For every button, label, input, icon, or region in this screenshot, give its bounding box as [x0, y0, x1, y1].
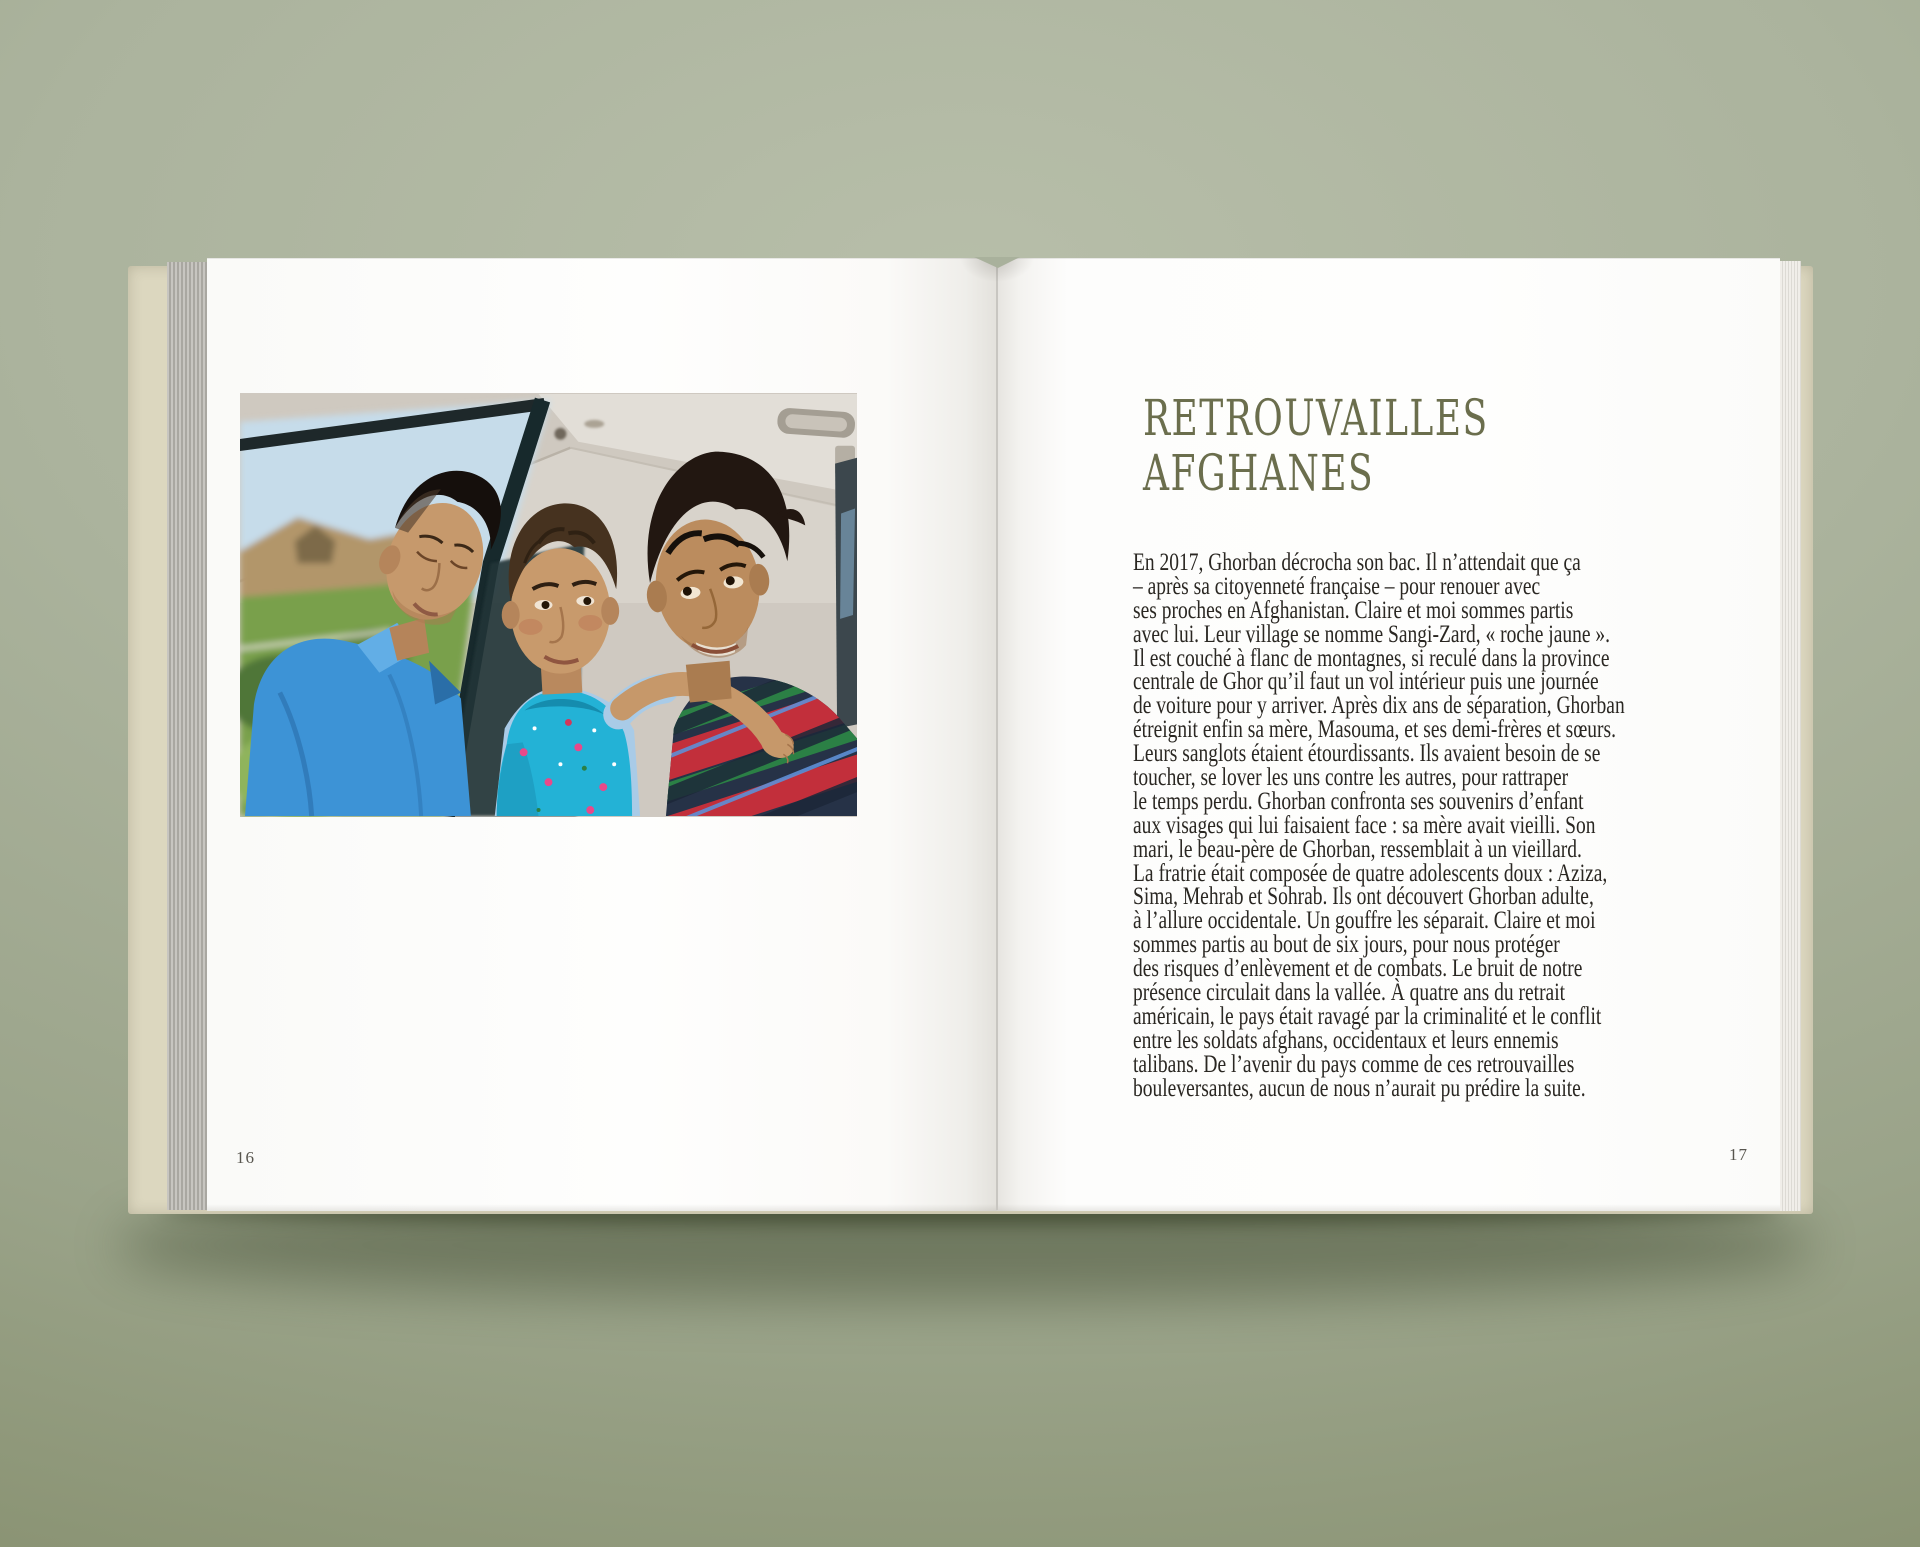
body-line: de voiture pour y arriver. Après dix ans de séparation, Ghorban: [1133, 692, 1625, 720]
body-line: des risques d’enlèvement et de combats. Le bruit de notre: [1133, 955, 1583, 983]
body-line: sommes partis au bout de six jours, pour nous protéger: [1133, 931, 1560, 959]
gutter-crease: [996, 258, 998, 1210]
body-line: En 2017, Ghorban décrocha son bac. Il n’attendait que ça: [1133, 549, 1581, 576]
page-number-left: 16: [236, 1148, 255, 1167]
body-line: toucher, se lover les uns contre les autres, pour rattraper: [1133, 764, 1569, 792]
body-line: avec lui. Leur village se nomme Sangi-Zard, « roche jaune ».: [1133, 620, 1611, 648]
photo-illustration: [240, 393, 857, 817]
body-line: ses proches en Afghanistan. Claire et moi sommes partis: [1133, 596, 1574, 624]
body-paragraph: [1133, 551, 1763, 1100]
body-line: américain, le pays était ravagé par la criminalité et le conflit: [1133, 1002, 1602, 1030]
chapter-title-line-2: AFGHANES: [1143, 444, 1375, 502]
chapter-title: [1143, 391, 1623, 501]
body-line: le temps perdu. Ghorban confronta ses souvenirs d’enfant: [1133, 787, 1584, 815]
page-number-right: 17: [1729, 1145, 1748, 1164]
body-line: Il est couché à flanc de montagnes, si reculé dans la province: [1133, 644, 1610, 672]
body-line: étreignit enfin sa mère, Masouma, et ses demi-frères et sœurs.: [1133, 716, 1617, 744]
body-line: à l’allure occidentale. Un gouffre les séparait. Claire et moi: [1133, 907, 1596, 935]
body-line: Sima, Mehrab et Sohrab. Ils ont découvert Ghorban adulte,: [1133, 883, 1594, 911]
body-line: mari, le beau-père de Ghorban, ressemblait à un vieillard.: [1133, 835, 1582, 863]
body-line: Leurs sanglots étaient étourdissants. Ils avaient besoin de se: [1133, 740, 1601, 768]
body-line: talibans. De l’avenir du pays comme de ces retrouvailles: [1133, 1050, 1575, 1078]
chapter-title-line-1: RETROUVAILLES: [1143, 389, 1489, 447]
body-line: – après sa citoyenneté française – pour renouer avec: [1133, 572, 1541, 600]
body-line: centrale de Ghor qu’il faut un vol intérieur puis une journée: [1133, 668, 1599, 696]
body-line: présence circulait dans la vallée. À quatre ans du retrait: [1133, 979, 1566, 1007]
body-line: bouleversantes, aucun de nous n’aurait pu prédire la suite.: [1133, 1074, 1586, 1102]
body-line: La fratrie était composée de quatre adolescents doux : Aziza,: [1133, 859, 1608, 887]
page-edges-right: [1780, 261, 1801, 1211]
page-edges-left: [167, 262, 207, 1210]
body-line: aux visages qui lui faisaient face : sa mère avait vieilli. Son: [1133, 811, 1596, 839]
body-line: entre les soldats afghans, occidentaux et leurs ennemis: [1133, 1026, 1559, 1054]
